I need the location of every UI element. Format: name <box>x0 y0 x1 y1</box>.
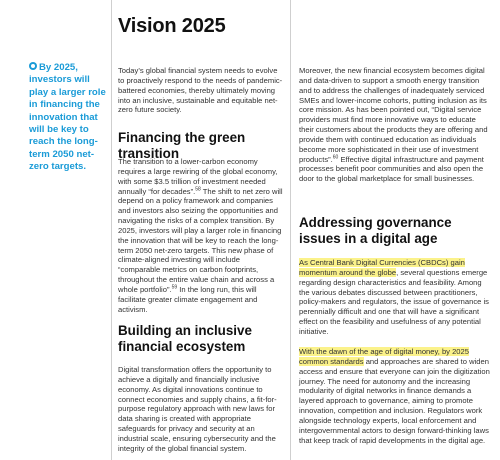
right-text-1: Moreover, the new financial ecosystem becomes digital and data-driven to support a smooth energy transition and to address the challenges of inadequately serviced SMEs and lower-income cohorts, putting inclusion as its core mission. As has been pointed out, “Digital service providers must find more innovative ways to educate their customers about the products they are offering and provide them with continued education as individuals become more sophisticated in their use of investment products”. <box>299 66 488 164</box>
footnote-58: 58 <box>195 186 201 192</box>
intro-paragraph <box>118 66 284 115</box>
heading-governance: Addressing governance issues in a digital age <box>299 215 452 246</box>
green-text-3: In the long run, this will facilitate greater climate engagement and activism. <box>118 284 258 314</box>
heading-green-transition: Financing the green transition <box>118 130 246 161</box>
highlighted-text-standards: With the dawn of the age of digital money, by 2025 common standards <box>299 347 469 366</box>
green-text-1: The transition to a lower-carbon economy requires a large rewiring of the global economy, with some $3.5 trillion of investment needed annually “for decades”. <box>118 157 278 196</box>
green-text-2: The shift to net zero will depend on a policy framework and companies and investors also seizing the opportunities and navigating the risks of a complex transition. By 2025, investors will play a larger role in financing the innovation that will be key to reach the long-term 2050 net-zero targets. This new phase of climate-aligned investing will include “comparable metrics on carbon footprints, throughout the entire value chain and across a whole portfolio”. <box>118 186 283 294</box>
bullet-circle-icon <box>29 62 37 70</box>
column-divider-right <box>290 0 291 460</box>
footnote-60: 60 <box>332 154 339 161</box>
right-text-2: Effective digital infrastructure and payment processes benefit poor communities and also open the door to the global marketplace for small businesses. <box>299 154 484 184</box>
pull-quote <box>29 62 109 174</box>
intro-text: Today’s global financial system needs to evolve to proactively respond to the needs of pandemic-battered economies, thereby ultimately moving into an inclusive, sustainable and equitable net-zero future society. <box>118 66 283 115</box>
green-paragraph <box>118 157 284 315</box>
heading-inclusive-ecosystem: Building an inclusive financial ecosystem <box>118 323 252 354</box>
governance-text-1: , several questions emerge regarding design characteristics and feasibility. Among the various debates discussed between practitioners, policy-makers and regulators, the issue of governance is perennially difficult and one that will have a significant effect on the feasibility and usefulness of any potential initiative. <box>299 267 489 336</box>
sidebar <box>0 0 110 460</box>
inclusive-text: Digital transformation offers the opportunity to achieve a digitally and financially inclusive economy. As digital innovations continue to connect economies and supply chains, a fit-for-purpose regulatory approach with new laws for data sharing is created with appropriate safeguards for privacy and security at an industrial scale, ensuring cybersecurity and the integrity of the global financial system. <box>118 365 277 453</box>
right-intro-paragraph <box>299 66 491 184</box>
page-title: Vision 2025 <box>118 15 226 37</box>
highlighted-text-cbdc: As Central Bank Digital Currencies (CBDCs) gain momentum around the globe <box>299 258 465 277</box>
governance-paragraph-1 <box>299 258 491 337</box>
pull-quote-text: By 2025, investors will play a larger role in financing the innovation that will be key to reach the long-term 2050 net-zero targets. <box>29 62 106 173</box>
governance-text-2: and approaches are shared to widen access and ensure that everyone can join the digitization journey. The need for autonomy and the increasing modularity of digital networks in finance demands a layered approach to governance, aiming to promote innovation, competition and inclusion. Regulators work alongside technology experts, local enforcement and intergovernmental actors to design forward-thinking laws that keep track of rapid developments in the digital age. <box>299 356 490 445</box>
governance-paragraph-2 <box>299 347 491 445</box>
footnote-59: 59 <box>171 284 178 291</box>
inclusive-paragraph <box>118 365 284 454</box>
column-divider-left <box>111 0 112 460</box>
